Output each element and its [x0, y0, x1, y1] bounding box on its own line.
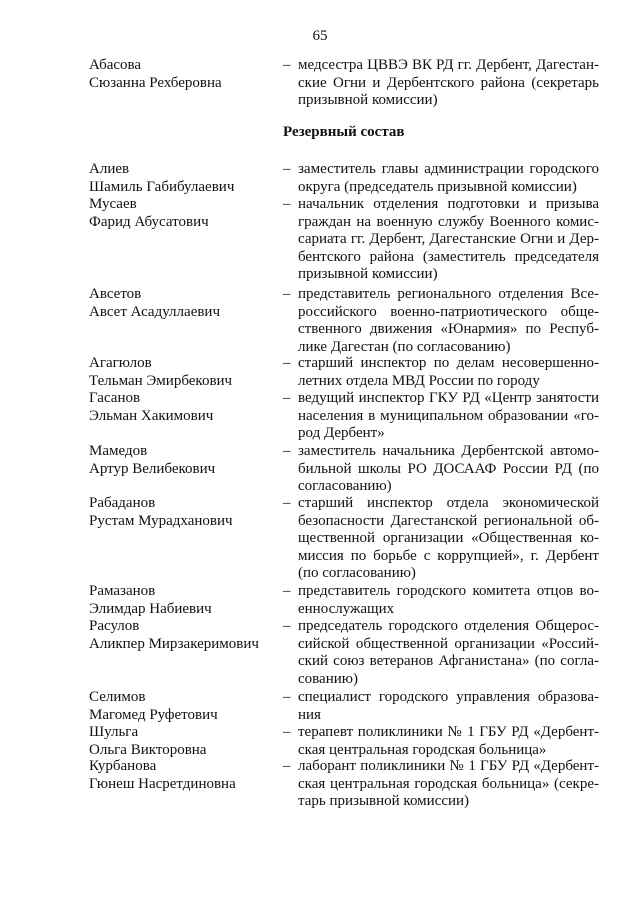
member-name	[89, 286, 279, 321]
role-line: тарь призывной комиссии)	[298, 793, 470, 809]
role-dash: –	[283, 57, 291, 73]
member-surname: Рамазанов	[89, 583, 156, 599]
member-surname: Авсетов	[89, 286, 142, 302]
member-surname: Агагюлов	[89, 355, 152, 371]
role-line: ведущий инспектор ГКУ РД «Центр занятости	[298, 390, 599, 406]
role-line: призывной комиссии)	[298, 266, 438, 282]
role-line: населения в муниципальном образовании «го-	[298, 407, 599, 424]
role-line: ский союз ветеранов Афганистана» (по согла-	[298, 653, 599, 669]
member-name	[89, 758, 279, 793]
role-dash: –	[283, 161, 291, 177]
role-line: лаборант поликлиники № 1 ГБУ РД «Дербент-	[298, 758, 599, 774]
member-surname: Гасанов	[89, 390, 141, 406]
member-surname: Селимов	[89, 689, 146, 705]
member-role	[298, 443, 599, 496]
role-dash: –	[283, 355, 291, 371]
member-given-names: Рустам Мурадханович	[89, 512, 233, 529]
role-line: медсестра ЦВВЭ ВК РД гг. Дербент, Дагестан-	[298, 57, 599, 73]
role-line: безопасности Дагестанской региональной об-	[298, 512, 599, 529]
role-dash: –	[283, 443, 291, 459]
role-line: бентского района (заместитель председателя	[298, 248, 599, 265]
member-surname: Шульга	[89, 724, 139, 740]
member-name	[89, 161, 279, 196]
member-role	[298, 286, 599, 356]
member-surname: Алиев	[89, 161, 130, 177]
member-surname: Мамедов	[89, 443, 148, 459]
role-line: еннослужащих	[298, 600, 395, 617]
role-dash: –	[283, 758, 291, 774]
role-line: миссия по борьбе с коррупцией», г. Дербент	[298, 547, 599, 564]
role-dash: –	[283, 724, 291, 740]
role-line: лике Дагестан (по согласованию)	[298, 338, 511, 355]
role-line: российского военно-патриотического обще-	[298, 303, 599, 320]
page-number: 65	[312, 28, 328, 44]
role-line: старший инспектор по делам несовершенно-	[298, 355, 599, 371]
member-role	[298, 758, 599, 811]
member-role	[298, 355, 599, 390]
member-role	[298, 583, 599, 618]
role-dash: –	[283, 583, 291, 599]
role-line: округа (председатель призывной комиссии)	[298, 178, 577, 195]
role-line: (по согласованию)	[298, 565, 416, 581]
member-name	[89, 57, 279, 92]
member-given-names: Шамиль Габибулаевич	[89, 178, 235, 195]
role-line: представитель городского комитета отцов во-	[298, 583, 599, 599]
role-line: ские Огни и Дербентского района (секретарь	[298, 74, 599, 91]
section-heading: Резервный состав	[283, 124, 405, 140]
member-given-names: Сюзанна Рехберовна	[89, 74, 222, 91]
member-given-names: Аликпер Мирзакеримович	[89, 635, 259, 652]
member-given-names: Тельман Эмирбекович	[89, 372, 233, 389]
member-role	[298, 196, 599, 284]
member-name	[89, 355, 279, 390]
member-role	[298, 57, 599, 110]
role-dash: –	[283, 390, 291, 406]
member-surname: Абасова	[89, 57, 142, 73]
role-line: председатель городского отделения Общерос-	[298, 618, 599, 634]
role-line: род Дербент»	[298, 425, 385, 441]
role-line: летних отдела МВД России по городу	[298, 372, 540, 389]
member-given-names: Элимдар Набиевич	[89, 600, 212, 617]
role-line: призывной комиссии)	[298, 92, 438, 108]
member-name	[89, 196, 279, 231]
member-given-names: Гюнеш Насретдиновна	[89, 775, 236, 792]
role-dash: –	[283, 196, 291, 212]
role-dash: –	[283, 286, 291, 302]
member-surname: Курбанова	[89, 758, 157, 774]
member-name	[89, 390, 279, 425]
role-line: заместитель главы администрации городского	[298, 161, 599, 177]
member-role	[298, 689, 599, 724]
role-line: представитель регионального отделения Все-	[298, 286, 599, 302]
role-line: заместитель начальника Дербентской автомо-	[298, 443, 599, 459]
role-line: ственного движения «Юнармия» по Респуб-	[298, 321, 599, 337]
member-name	[89, 495, 279, 530]
role-line: ская центральная городская больница» (секре-	[298, 775, 599, 792]
member-given-names: Магомед Руфетович	[89, 706, 218, 723]
member-given-names: Авсет Асадуллаевич	[89, 303, 221, 320]
member-role	[298, 390, 599, 443]
role-line: ния	[298, 706, 321, 723]
member-role	[298, 161, 599, 196]
member-role	[298, 724, 599, 759]
role-line: начальник отделения подготовки и призыва	[298, 196, 599, 212]
role-line: терапевт поликлиники № 1 ГБУ РД «Дербент-	[298, 724, 599, 740]
role-dash: –	[283, 495, 291, 511]
role-line: сованию)	[298, 670, 358, 687]
role-line: сариата гг. Дербент, Дагестанские Огни и Дер-	[298, 231, 599, 247]
member-given-names: Эльман Хакимович	[89, 407, 214, 424]
member-given-names: Фарид Абусатович	[89, 213, 209, 230]
role-line: специалист городского управления образова-	[298, 689, 599, 705]
role-line: бильной школы РО ДОСААФ России РД (по	[298, 460, 599, 477]
role-line: сийской общественной организации «Россий-	[298, 635, 599, 652]
role-line: старший инспектор отдела экономической	[298, 495, 599, 511]
member-role	[298, 495, 599, 583]
role-dash: –	[283, 689, 291, 705]
member-name	[89, 618, 279, 653]
role-line: ская центральная городская больница»	[298, 741, 547, 758]
member-given-names: Артур Велибекович	[89, 460, 216, 477]
member-role	[298, 618, 599, 688]
member-surname: Расулов	[89, 618, 140, 634]
member-name	[89, 689, 279, 724]
member-surname: Рабаданов	[89, 495, 156, 511]
role-line: щественной организации «Общественная ко-	[298, 530, 599, 546]
member-given-names: Ольга Викторовна	[89, 741, 207, 758]
member-name	[89, 724, 279, 759]
role-line: согласованию)	[298, 478, 392, 494]
role-dash: –	[283, 618, 291, 634]
member-name	[89, 443, 279, 478]
role-line: граждан на военную службу Военного комис-	[298, 213, 599, 230]
member-name	[89, 583, 279, 618]
member-surname: Мусаев	[89, 196, 137, 212]
